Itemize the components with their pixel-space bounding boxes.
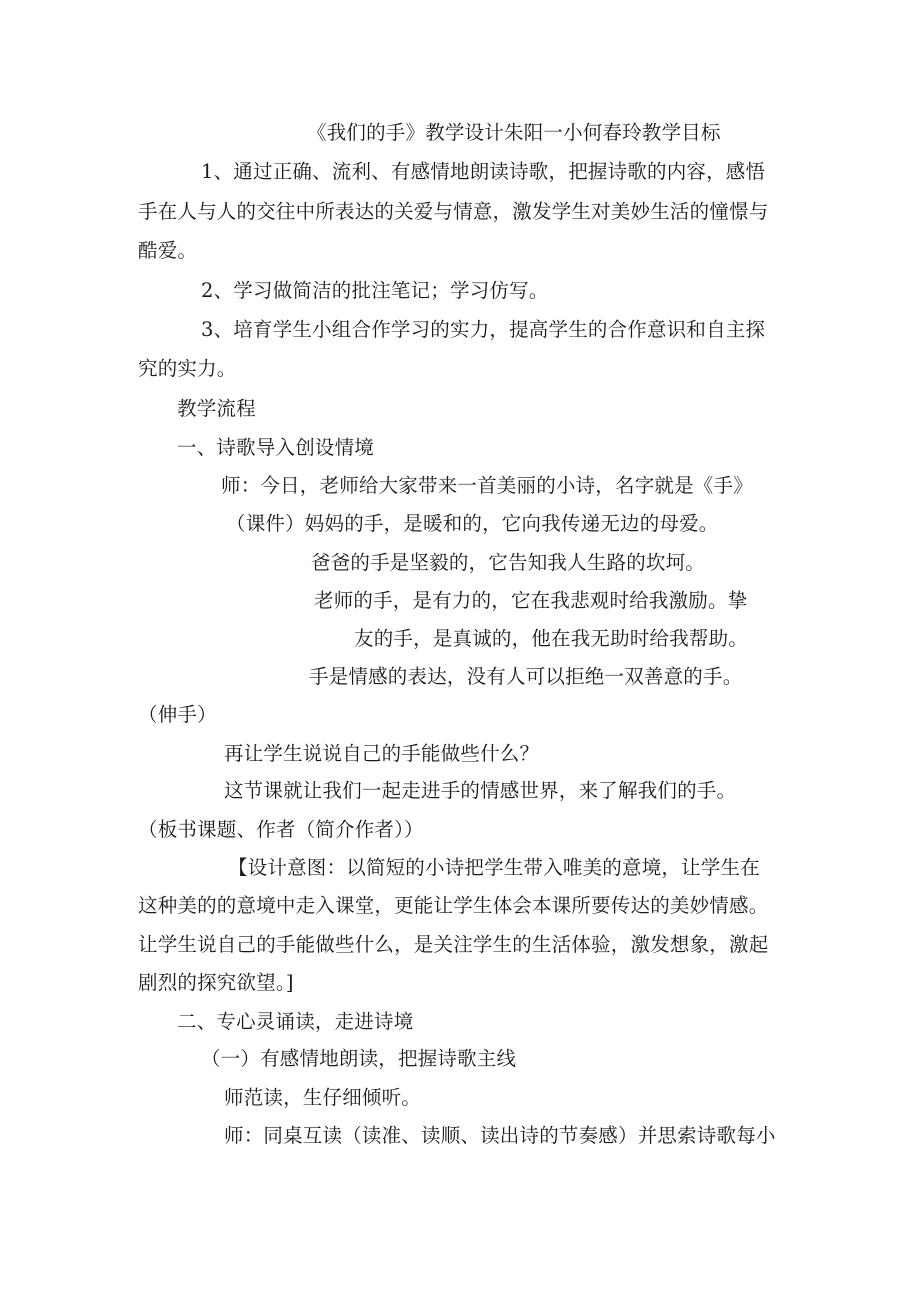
objective-1-line-1: 1、通过正确、流利、有感情地朗读诗歌，把握诗歌的内容，感悟	[201, 160, 766, 183]
objective-1-line-3: 酷爱。	[138, 239, 198, 262]
board-note: （板书课题、作者（简介作者））	[138, 818, 424, 841]
design-intent-line-2: 这种美的的意境中走入课堂，更能让学生体会本课所要传达的美妙情感。	[138, 894, 769, 917]
objective-2: 2、学习做简洁的批注笔记；学习仿写。	[201, 279, 549, 302]
objective-1-line-2: 手在人与人的交往中所表达的关爱与情意，激发学生对美妙生活的憧憬与	[138, 200, 769, 223]
poem-line-5: 手是情感的表达，没有人可以拒绝一双善意的手。	[309, 665, 743, 688]
pair-reading: 师：同桌互读（读准、读顺、读出诗的节奏感）并思索诗歌每小	[224, 1124, 776, 1147]
poem-line-3: 老师的手，是有力的，它在我悲观时给我激励。挚	[314, 589, 748, 612]
ask-students: 再让学生说说自己的手能做些什么？	[224, 742, 540, 765]
design-intent-line-3: 让学生说自己的手能做些什么，是关注学生的生活体验，激发想象，激起	[138, 933, 769, 956]
section-2-heading: 二、专心灵诵读，走进诗境	[177, 1010, 414, 1033]
section-1-heading: 一、诗歌导入创设情境	[177, 436, 375, 459]
poem-line-1: （课件）妈妈的手，是暖和的，它向我传递无边的母爱。	[226, 512, 719, 535]
poem-line-2: 爸爸的手是坚毅的，它告知我人生路的坎坷。	[311, 551, 706, 574]
model-reading: 师范读，生仔细倾听。	[224, 1086, 422, 1109]
enter-lesson: 这节课就让我们一起走进手的情感世界，来了解我们的手。	[224, 779, 737, 802]
document-title: 《我们的手》教学设计朱阳一小何春玲教学目标	[307, 121, 721, 144]
teacher-intro: 师：今日，老师给大家带来一首美丽的小诗，名字就是《手》	[221, 474, 753, 497]
section-2-sub-1: （一）有感情地朗读，把握诗歌主线	[201, 1047, 517, 1070]
poem-line-4: 友的手，是真诚的，他在我无助时给我帮助。	[354, 627, 749, 650]
flow-heading: 教学流程	[177, 397, 256, 420]
stretch-hand: （伸手）	[138, 703, 217, 726]
design-intent-line-4: 剧烈的探究欲望。]	[138, 971, 294, 994]
objective-3-line-2: 究的实力。	[138, 357, 237, 380]
objective-3-line-1: 3、培育学生小组合作学习的实力，提高学生的合作意识和自主探	[201, 318, 766, 341]
design-intent-line-1: 【设计意图：以简短的小诗把学生带入唯美的意境，让学生在	[228, 856, 760, 879]
